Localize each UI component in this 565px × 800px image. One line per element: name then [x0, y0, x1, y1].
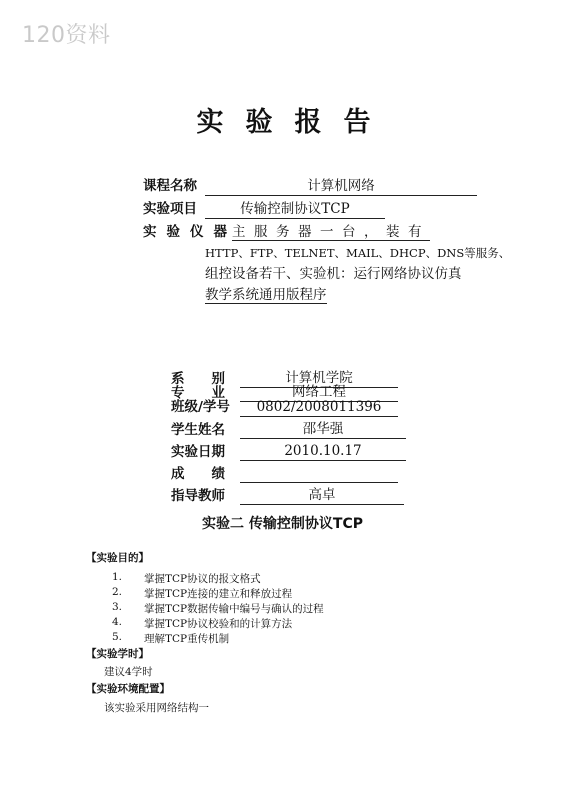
- dept-value: 计算机学院: [240, 369, 398, 388]
- class-value: 0802/2008011396: [240, 398, 398, 417]
- score-value: [240, 464, 398, 483]
- teacher-value: 高卓: [240, 486, 404, 505]
- instrument-line-2: HTTP、FTP、TELNET、MAIL、DHCP、DNS等服务、: [205, 246, 511, 260]
- course-value: 计算机网络: [205, 177, 477, 196]
- major-label: 专 业: [171, 385, 225, 401]
- name-value: 邵华强: [240, 420, 406, 439]
- purpose-item-number: 2.: [112, 586, 123, 598]
- purpose-item-number: 1.: [112, 571, 123, 583]
- instrument-line-3: 组控设备若干、实验机：运行网络协议仿真: [205, 266, 462, 282]
- name-label: 学生姓名: [171, 422, 225, 438]
- teacher-label: 指导教师: [171, 488, 225, 504]
- hours-heading: 【实验学时】: [86, 648, 149, 660]
- environment-heading: 【实验环境配置】: [86, 683, 170, 695]
- project-label: 实验项目: [143, 201, 197, 217]
- class-label: 班级/学号: [171, 399, 230, 415]
- report-title: 实验报告: [196, 107, 393, 138]
- date-label: 实验日期: [171, 444, 225, 460]
- hours-text: 建议4学时: [104, 666, 153, 678]
- dept-label: 系 别: [171, 371, 225, 387]
- instrument-line-1: 主服务器一台，装有: [232, 224, 430, 240]
- instrument-line-4: 教学系统通用版程序: [205, 287, 327, 303]
- experiment-title: 实验二 传输控制协议TCP: [202, 516, 363, 532]
- date-value: 2010.10.17: [240, 442, 406, 461]
- instrument-label: 实验仪器: [143, 224, 237, 240]
- purpose-item-text: 掌握TCP协议的报文格式: [144, 573, 261, 585]
- purpose-item-text: 掌握TCP协议校验和的计算方法: [144, 618, 293, 630]
- course-label: 课程名称: [143, 178, 197, 194]
- environment-text: 该实验采用网络结构一: [104, 702, 209, 714]
- major-value: 网络工程: [240, 383, 398, 402]
- purpose-heading: 【实验目的】: [86, 552, 149, 564]
- purpose-item-number: 5.: [112, 631, 123, 643]
- purpose-item-text: 掌握TCP数据传输中编号与确认的过程: [144, 603, 324, 615]
- purpose-item-number: 4.: [112, 616, 123, 628]
- purpose-item-text: 理解TCP重传机制: [144, 633, 230, 645]
- purpose-item-number: 3.: [112, 601, 123, 613]
- project-value: 传输控制协议TCP: [205, 200, 385, 219]
- watermark: 120资料: [22, 23, 111, 48]
- score-label: 成 绩: [171, 466, 225, 482]
- purpose-item-text: 掌握TCP连接的建立和释放过程: [144, 588, 293, 600]
